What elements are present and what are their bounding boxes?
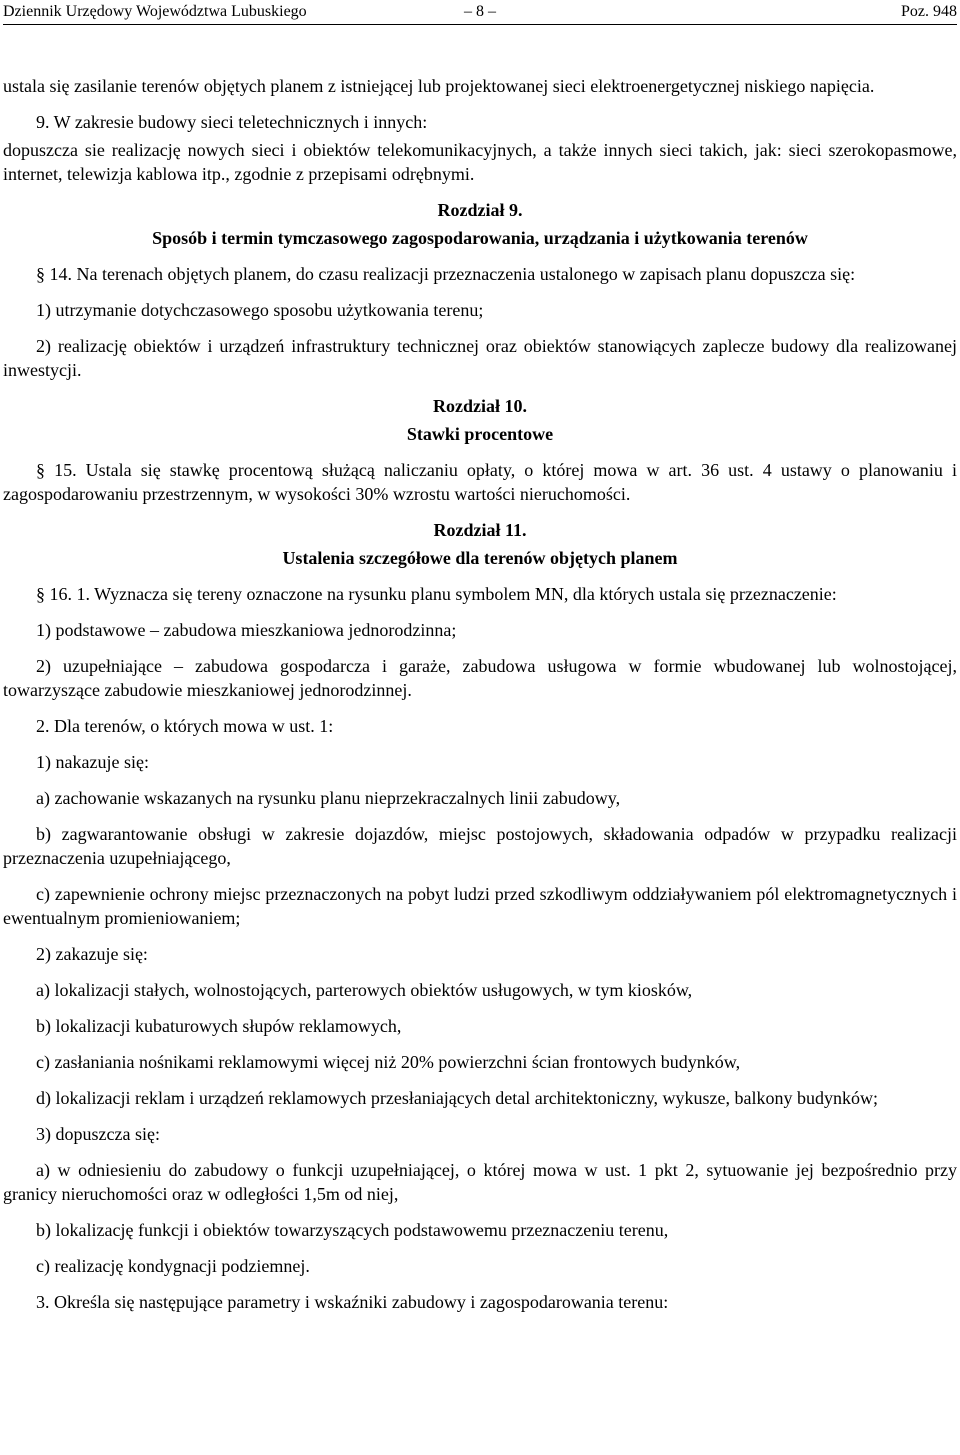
zakazuje-item-b: b) lokalizacji kubaturowych słupów reklamowych, [36,1016,402,1036]
point-9-telecom: 9. W zakresie budowy sieci teletechnicznych i innych: [36,112,428,132]
zakazuje-item-d: d) lokalizacji reklam i urządzeń reklamowych przesłaniających detal architektoniczny, wykusze, balkony budynków; [36,1088,879,1108]
journal-title: Dziennik Urzędowy Województwa Lubuskiego [3,3,307,20]
zakazuje-heading: 2) zakazuje się: [36,944,148,964]
section-16-ust-2: 2. Dla terenów, o których mowa w ust. 1: [36,716,334,736]
dopuszcza-heading: 3) dopuszcza się: [36,1124,160,1144]
section-14: § 14. Na terenach objętych planem, do czasu realizacji przeznaczenia ustalonego w zapisach planu dopuszcza się: [36,264,856,284]
section-14-item-1: 1) utrzymanie dotychczasowego sposobu użytkowania terenu; [36,300,484,320]
zakazuje-item-a: a) lokalizacji stałych, wolnostojących, parterowych obiektów usługowych, w tym kiosków, [36,980,693,1000]
chapter-10-subtitle: Stawki procentowe [406,424,554,444]
dopuszcza-item-c: c) realizację kondygnacji podziemnej. [36,1256,310,1276]
zakazuje-item-c: c) zasłaniania nośnikami reklamowymi więcej niż 20% powierzchni ścian frontowych budynków, [36,1052,741,1072]
chapter-11-title: Rozdział 11. [433,520,527,540]
page-header [3,0,957,25]
nakazuje-heading: 1) nakazuje się: [36,752,149,772]
chapter-9-subtitle: Sposób i termin tymczasowego zagospodarowania, urządzania i użytkowania terenów [152,228,808,248]
position-number: Poz. 948 [901,3,957,20]
section-16-item-2: 2) uzupełniające – zabudowa gospodarcza i garaże, zabudowa usługowa w formie wbudowanej lub wolnostojącej, towarzyszące zabudowie mieszkaniowej jednorodzinnej. [3,656,957,700]
dopuszcza-item-b: b) lokalizację funkcji i obiektów towarzyszących podstawowemu przeznaczeniu terenu, [36,1220,669,1240]
chapter-11-subtitle: Ustalenia szczegółowe dla terenów objętych planem [282,548,678,568]
page-number: – 8 – [464,3,496,20]
section-15: § 15. Ustala się stawkę procentową służącą naliczaniu opłaty, o której mowa w art. 36 ust. 4 ustawy o planowaniu i zagospodarowaniu przestrzennym, w wysokości 30% wzrostu wartości nieruchomości. [3,460,957,504]
section-16-ust-3: 3. Określa się następujące parametry i wskaźniki zabudowy i zagospodarowania terenu: [36,1292,669,1312]
nakazuje-item-a: a) zachowanie wskazanych na rysunku planu nieprzekraczalnych linii zabudowy, [36,788,621,808]
nakazuje-item-b: b) zagwarantowanie obsługi w zakresie dojazdów, miejsc postojowych, składowania odpadów w przypadku realizacji przeznaczenia uzupełniającego, [3,824,957,868]
dopuszcza-item-a: a) w odniesieniu do zabudowy o funkcji uzupełniającej, o której mowa w ust. 1 pkt 2, sytuowanie jej bezpośrednio przy granicy nieruchomości oraz w odległości 1,5m od niej, [3,1160,957,1204]
document-body [3,74,957,1326]
section-16-item-1: 1) podstawowe – zabudowa mieszkaniowa jednorodzinna; [36,620,457,640]
paragraph-power-supply: ustala się zasilanie terenów objętych planem z istniejącej lub projektowanej sieci elektroenergetycznej niskiego napięcia. [3,76,875,96]
section-14-item-2: 2) realizację obiektów i urządzeń infrastruktury technicznej oraz obiektów stanowiących zaplecze budowy dla realizowanej inwestycji. [3,336,957,380]
chapter-10-title: Rozdział 10. [433,396,527,416]
section-16: § 16. 1. Wyznacza się tereny oznaczone na rysunku planu symbolem MN, dla których ustala się przeznaczenie: [36,584,837,604]
chapter-9-title: Rozdział 9. [437,200,523,220]
paragraph-telecom-networks: dopuszcza sie realizację nowych sieci i obiektów telekomunikacyjnych, a także innych sieci takich, jak: sieci szerokopasmowe, internet, telewizja kablowa itp., zgodnie z przepisami odrębnymi. [3,140,957,184]
nakazuje-item-c: c) zapewnienie ochrony miejsc przeznaczonych na pobyt ludzi przed szkodliwym oddziaływaniem pól elektromagnetycznych i ewentualnym promieniowaniem; [3,884,957,928]
